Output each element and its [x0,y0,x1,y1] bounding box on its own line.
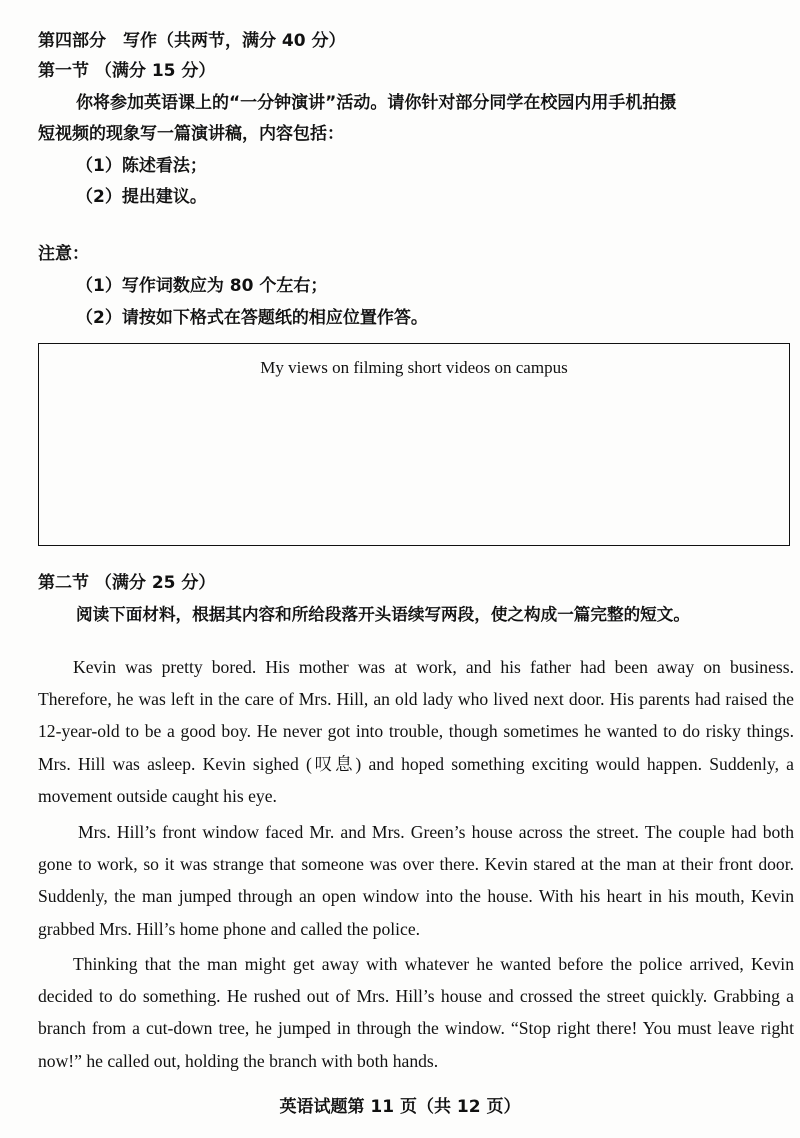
section1-prompt-line2: 短视频的现象写一篇演讲稿，内容包括： [38,124,344,144]
passage-paragraph-1: Kevin was pretty bored. His mother was at work, and his father had been away on business. Therefore, he was left in the care of Mrs. Hill, an old lady who lived next door. His parents had raised the 12-year-old to be a good boy. He never got into trouble, though sometimes he wanted to do risky things. Mrs. Hill was asleep. Kevin sighed (叹息) and hoped something exciting would happen. Suddenly, a movement outside caught his eye. [38,657,794,806]
note-2: （2）请按如下格式在答题纸的相应位置作答。 [76,308,428,328]
section1-prompt-line1: 你将参加英语课上的“一分钟演讲”活动。请你针对部分同学在校园内用手机拍摄 [76,93,677,113]
note-1: （1）写作词数应为 80 个左右； [76,276,328,296]
content-item-2: （2）提出建议。 [76,187,207,207]
passage-paragraph-2: Mrs. Hill’s front window faced Mr. and Mrs. Green’s house across the street. The couple had both gone to work, so it was strange that someone was over there. Kevin stared at the man at their front door. Suddenly, the man jumped through an open window into the house. With his heart in his mouth, Kevin grabbed Mrs. Hill’s home phone and called the police. [38,822,794,939]
note-label: 注意： [38,244,89,264]
answer-box-title: My views on filming short videos on campus [260,358,568,377]
part4-heading: 第四部分 写作（共两节，满分 40 分） [38,31,346,51]
passage-paragraph-3: Thinking that the man might get away with whatever he wanted before the police arrived, Kevin decided to do something. He rushed out of Mrs. Hill’s house and crossed the street quickly. Grabbing a branch from a cut-down tree, he jumped in through the window. “Stop right there! You must leave right now!” he called out, holding the branch with both hands. [38,954,794,1071]
section2-instruction: 阅读下面材料，根据其内容和所给段落开头语续写两段，使之构成一篇完整的短文。 [76,605,690,624]
content-item-1: （1）陈述看法； [76,156,207,176]
section2-heading: 第二节 （满分 25 分） [38,573,216,593]
page-footer: 英语试题第 11 页（共 12 页） [279,1097,521,1117]
section1-heading: 第一节 （满分 15 分） [38,61,216,81]
answer-box [38,343,790,546]
